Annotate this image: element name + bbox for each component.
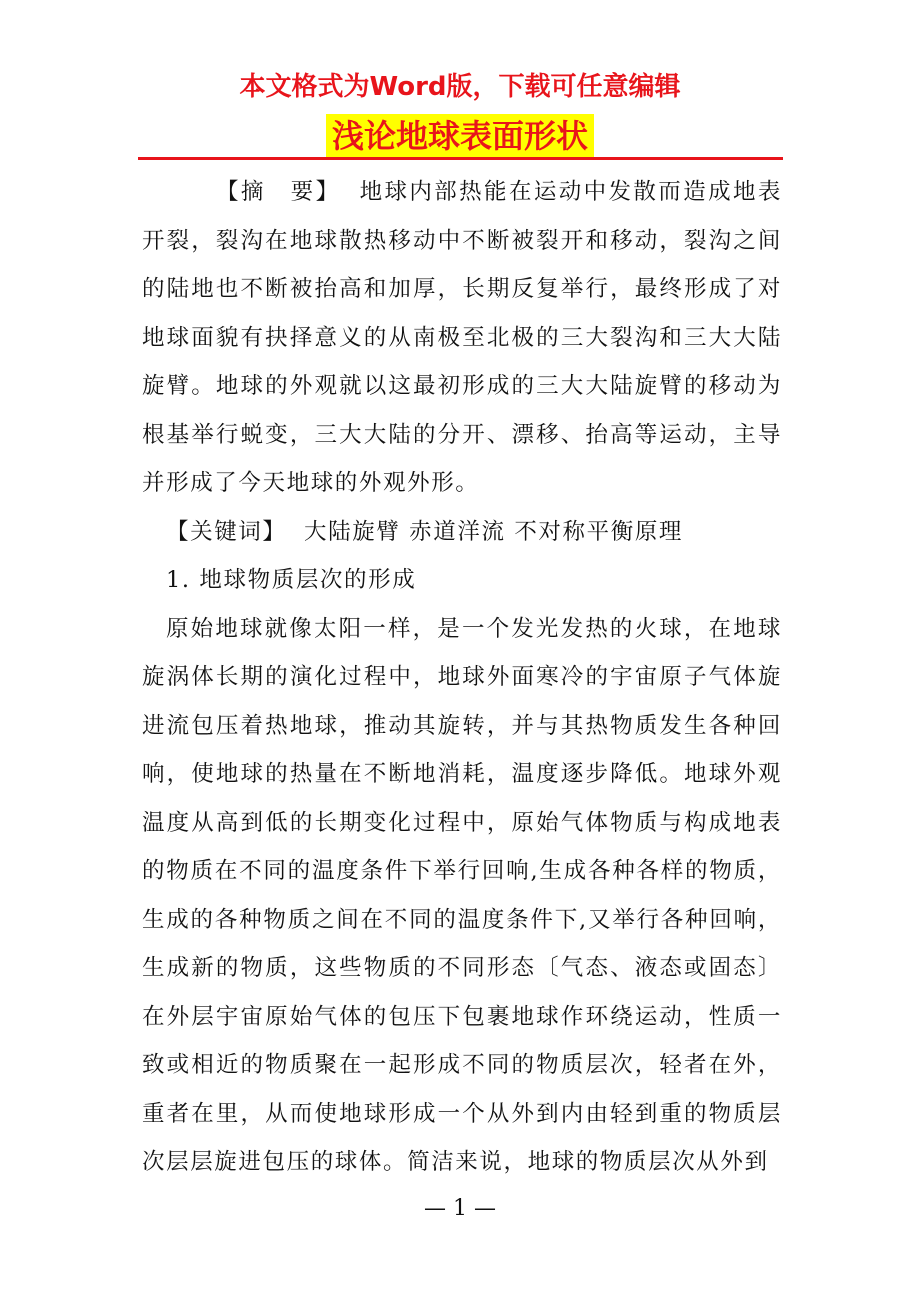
keywords-text: 大陆旋臂 赤道洋流 不对称平衡原理 bbox=[304, 518, 684, 545]
abstract-label: 【摘 要】 bbox=[216, 179, 341, 205]
abstract-text: 地球内部热能在运动中发散而造成地表开裂，裂沟在地球散热移动中不断被裂开和移动，裂沟之间的陆地也不断被抬高和加厚，长期反复举行，最终形成了对地球面貌有抉择意义的从南极至北极的三大裂沟和三大大陆旋臂。地球的外观就以这最初形成的三大大陆旋臂的移动为根基举行蜕变，三大大陆的分开、漂移、抬高等运动，主导并形成了今天地球的外观外形。 bbox=[142, 179, 782, 496]
format-notice-banner: 本文格式为Word版，下载可任意编辑 bbox=[239, 72, 681, 102]
title-divider bbox=[138, 157, 783, 160]
document-title: 浅论地球表面形状 bbox=[326, 114, 594, 158]
keywords-paragraph bbox=[142, 508, 782, 557]
page-number: — 1 — bbox=[424, 1196, 496, 1221]
title-wrapper bbox=[0, 114, 920, 158]
document-body bbox=[142, 168, 782, 1187]
keywords-label: 【关键词】 bbox=[166, 518, 287, 545]
section-heading: 1. 地球物质层次的形成 bbox=[166, 567, 417, 593]
abstract-paragraph bbox=[142, 168, 782, 508]
section-paragraph: 原始地球就像太阳一样，是一个发光发热的火球，在地球旋涡体长期的演化过程中，地球外面寒冷的宇宙原子气体旋进流包压着热地球，推动其旋转，并与其热物质发生各种回响，使地球的热量在不断地消耗，温度逐步降低。地球外观温度从高到低的长期变化过程中，原始气体物质与构成地表的物质在不同的温度条件下举行回响,生成各种各样的物质，生成的各种物质之间在不同的温度条件下,又举行各种回响，生成新的物质，这些物质的不同形态〔气态、液态或固态〕在外层宇宙原始气体的包压下包裹地球作环绕运动，性质一致或相近的物质聚在一起形成不同的物质层次，轻者在外，重者在里，从而使地球形成一个从外到内由轻到重的物质层次层层旋进包压的球体。简洁来说，地球的物质层次从外到 bbox=[142, 615, 782, 1175]
